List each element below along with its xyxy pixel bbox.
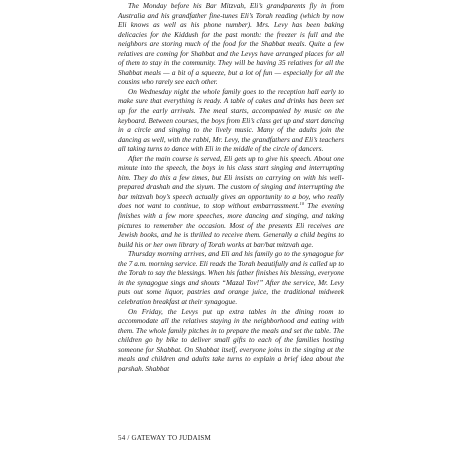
speech-text: After the main course is served, Eli gets up to give his speech. About one minute into the speech, the boys in his class start singing and interrupting him. They do this a few times, but Eli insists on carrying on with his well-prepared drashah and the siyum. The custom of singing and interrupting the bar mitzvah boy’s speech actually gives an opportunity to a boy, who really does not want to continue, to stop without embarrassment. xyxy=(118,154,344,211)
paragraph-friday: On Friday, the Levys put up extra tables in the dining room to accommodate all the relatives staying in the neighborhood and eating with them. The whole family pitches in to prepare the meals and set the table. The children go by bike to deliver small gifts to each of the families hosting someone for Shabbat. On Shabbat itself, everyone joins in the singing at the meals and children and adults take turns to explain a brief idea about the parshah. Shabbat xyxy=(118,307,344,373)
paragraph-thursday-morning: Thursday morning arrives, and Eli and his family go to the synagogue for the 7 a.m. morning service. Eli reads the Torah beautifully and is called up to the Torah to say the blessings. When his father finishes his blessing, everyone in the synagogue sings and shouts “Mazal Tov!” After the service, Mr. Levy puts out some liquor, pastries and orange juice, the traditional midweek celebration breakfast at their synagogue. xyxy=(118,250,344,306)
paragraph-speech xyxy=(118,155,344,250)
body-text xyxy=(118,2,344,374)
footnote-reference: 10 xyxy=(299,201,304,207)
paragraph-grandparents-arrive: The Monday before his Bar Mitzvah, Eli’s grandparents fly in from Australia and his grandfather fine-tunes Eli’s Torah reading (which by now Eli knows as well as his phone number). Mrs. Levy has been baking delicacies for the Kiddush for the past month: the freezer is full and the neighbors are storing much of the food for the Shabbat meals. Quite a few relatives are coming for Shabbat and the Levys have arranged places for all of them to stay in the community. They will be having 35 relatives for all the Shabbat meals — a bit of a squeeze, but a lot of fun — especially for all the cousins who rarely see each other. xyxy=(118,2,344,87)
page-footer: 54 / GATEWAY TO JUDAISM xyxy=(118,434,211,442)
evening-text: The evening finishes with a few more speeches, more dancing and singing, and taking pictures to remember the occasion. Most of the presents Eli receives are Jewish books, and he is thrilled to receive them. Generally a child begins to build his or her own library of Torah works at bar/bat mitzvah age. xyxy=(118,202,344,249)
paragraph-wednesday-reception: On Wednesday night the whole family goes to the reception hall early to make sure that everything is ready. A table of cakes and drinks has been set up for the early arrivals. The meal starts, accompanied by music on the keyboard. Between courses, the boys from Eli’s class get up and start dancing in a circle and singing to the lively music. Many of the adults join the dancing as well, with the rabbi, Mr. Levy, the grandfathers and Eli’s teachers all taking turns to dance with Eli in the middle of the circle of dancers. xyxy=(118,87,344,154)
